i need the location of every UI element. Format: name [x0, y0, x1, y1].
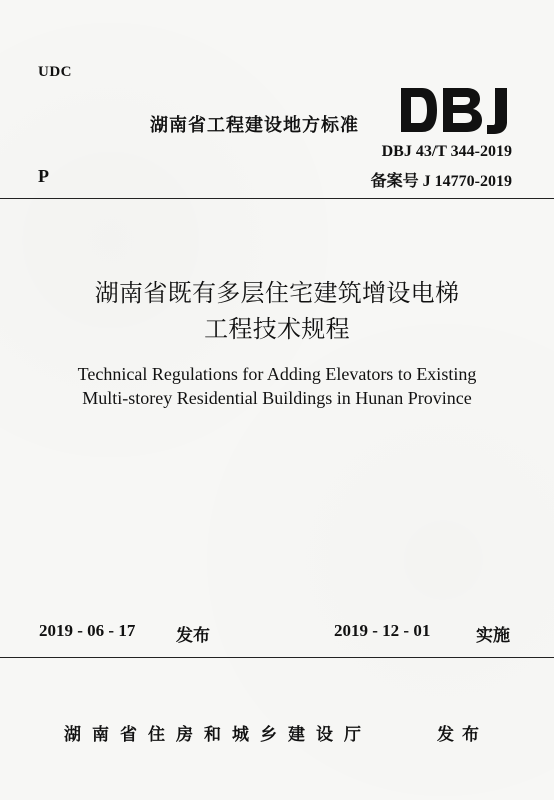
standard-number: DBJ 43/T 344-2019	[381, 143, 512, 160]
english-title-line-1: Technical Regulations for Adding Elevators to Existing	[77, 364, 477, 384]
udc-label: UDC	[38, 64, 72, 80]
filing-number: 备案号 J 14770-2019	[370, 173, 512, 190]
release-label: 发布	[176, 626, 210, 646]
english-title-line-2: Multi-storey Residential Buildings in Hunan Province	[82, 388, 472, 408]
chinese-title-line-2: 工程技术规程	[204, 315, 350, 343]
chinese-title-line-1: 湖南省既有多层住宅建筑增设电梯	[94, 279, 460, 307]
top-divider	[0, 198, 554, 199]
publisher-action: 发布	[437, 725, 487, 745]
publisher-name: 湖南省住房和城乡建设厅	[64, 725, 372, 745]
implementation-date: 2019 - 12 - 01	[334, 621, 431, 640]
category-code: P	[38, 166, 49, 186]
release-date: 2019 - 06 - 17	[39, 621, 136, 640]
dbj-logo	[398, 82, 516, 140]
implementation-label: 实施	[476, 626, 510, 646]
bottom-divider	[0, 657, 554, 658]
standard-type: 湖南省工程建设地方标准	[150, 115, 359, 136]
